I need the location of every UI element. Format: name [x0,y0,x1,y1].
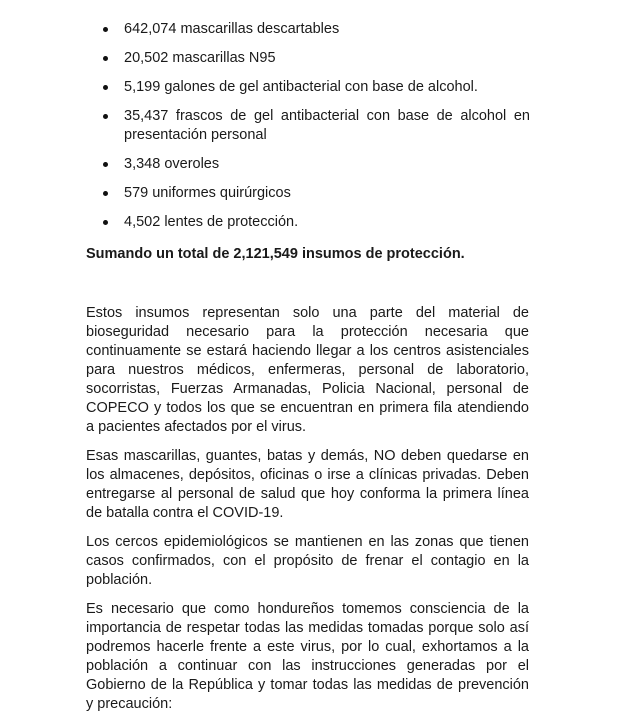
bullet-icon [103,85,108,90]
paragraph: Esas mascarillas, guantes, batas y demás, NO deben quedarse en los almacenes, depósitos, oficinas o irse a clínicas privadas. Deben entregarse al personal de salud que hoy conforma la primera línea de batalla contra el COVID-19. [86,448,529,521]
paragraph: Los cercos epidemiológicos se mantienen en las zonas que tienen casos confirmados, con el propósito de frenar el contagio en la población. [86,534,529,588]
bullet-icon [103,27,108,32]
body-text [86,304,529,724]
list-item [100,107,530,145]
bullet-icon [103,162,108,167]
list-item [100,213,530,232]
supplies-total: Sumando un total de 2,121,549 insumos de protección. [86,246,465,262]
list-item [100,20,530,39]
list-item-text: 642,074 mascarillas descartables [124,21,340,37]
list-item [100,184,530,203]
bullet-icon [103,220,108,225]
bullet-icon [103,191,108,196]
paragraph: Estos insumos representan solo una parte del material de bioseguridad necesario para la protección necesaria que continuamente se estará haciendo llegar a los centros asistenciales para nuestros médicos, enfermeras, personal de laboratorio, socorristas, Fuerzas Armanadas, Policia Nacional, personal de COPECO y todos los que se encuentran en primera fila atendiendo a pacientes afectados por el virus. [86,305,529,435]
list-item-text: 35,437 frascos de gel antibacterial con base de alcohol en presentación personal [124,108,530,143]
list-item-text: 3,348 overoles [124,156,220,172]
list-item [100,49,530,68]
paragraph: Es necesario que como hondureños tomemos consciencia de la importancia de respetar todas las medidas tomadas porque solo así podremos hacerle frente a este virus, por lo cual, exhortamos a la población a continuar con las instrucciones generadas por el Gobierno de la República y tomar todas las medidas de prevención y precaución: [86,601,529,712]
bullet-icon [103,56,108,61]
list-item-text: 4,502 lentes de protección. [124,214,299,230]
list-item [100,155,530,174]
list-item-text: 20,502 mascarillas N95 [124,50,276,66]
list-item-text: 579 uniformes quirúrgicos [124,185,291,201]
supplies-list [100,20,530,242]
list-item-text: 5,199 galones de gel antibacterial con base de alcohol. [124,79,478,95]
list-item [100,78,530,97]
bullet-icon [103,114,108,119]
